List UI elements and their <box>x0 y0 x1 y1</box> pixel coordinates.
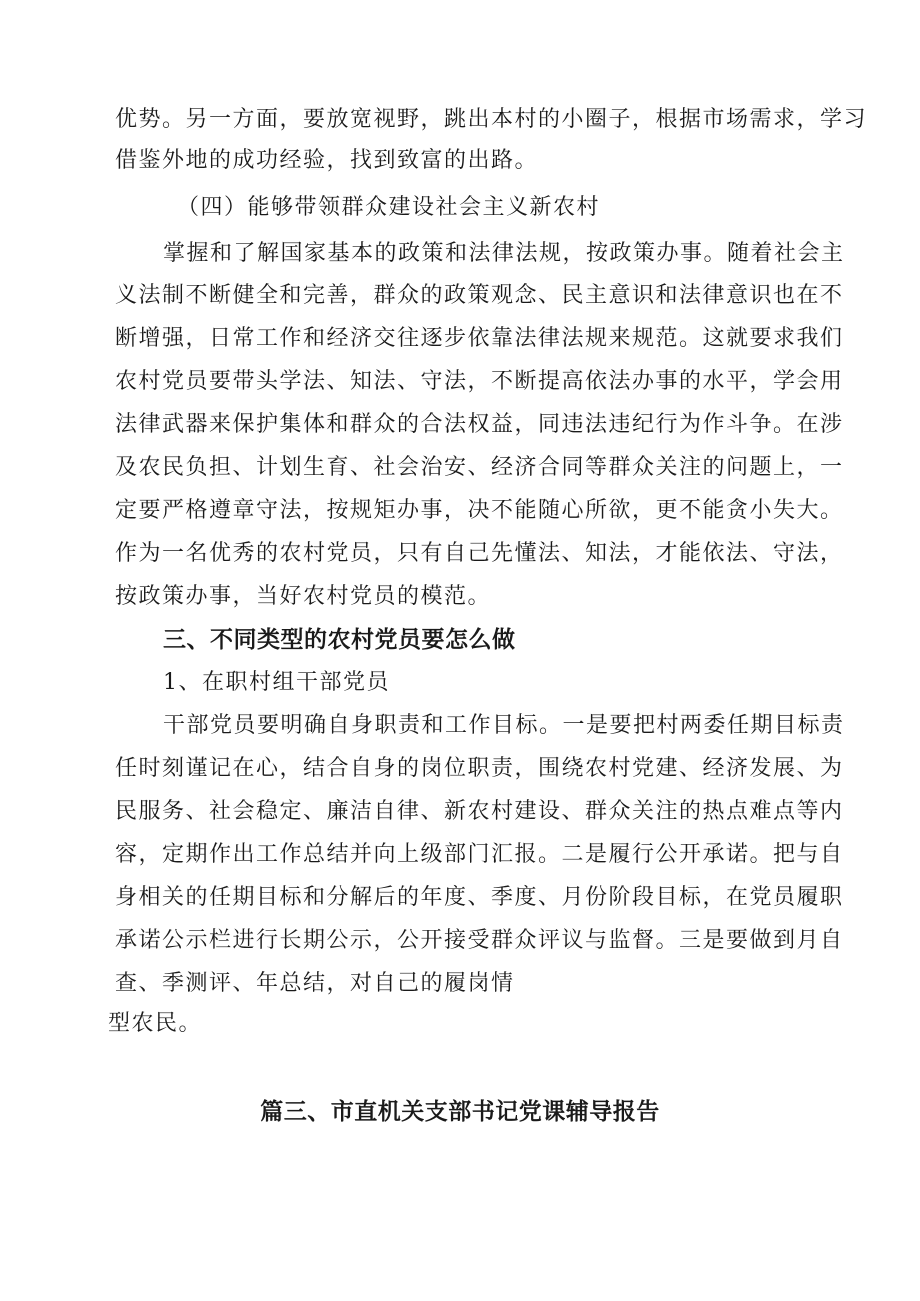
paragraph-line: 民服务、社会稳定、廉洁自律、新农村建设、群众关注的热点难点等内 <box>115 799 844 824</box>
paragraph-line: 查、季测评、年总结，对自己的履岗情 <box>115 971 515 996</box>
paragraph-line: 干部党员要明确自身职责和工作目标。一是要把村两委任期目标责 <box>163 713 845 738</box>
paragraph-line: 容，定期作出工作总结并向上级部门汇报。二是履行公开承诺。把与自 <box>115 842 844 867</box>
paragraph-line: 及农民负担、计划生育、社会治安、经济合同等群众关注的问题上，一 <box>115 455 844 480</box>
paragraph-line: 法律武器来保护集体和群众的合法权益，同违法违纪行为作斗争。在涉 <box>115 412 844 437</box>
paragraph-line: 型农民。 <box>108 1011 203 1036</box>
paragraph-line: 优势。另一方面，要放宽视野，跳出本村的小圈子，根据市场需求，学习 <box>115 107 868 132</box>
paragraph-line: 按政策办事，当好农村党员的模范。 <box>115 584 492 609</box>
paragraph-line: 借鉴外地的成功经验，找到致富的出路。 <box>115 148 539 173</box>
paragraph-line: 农村党员要带头学法、知法、守法，不断提高依法办事的水平，学会用 <box>115 369 844 394</box>
section-subheading: 1、在职村组干部党员 <box>163 670 390 695</box>
section-heading: 三、不同类型的农村党员要怎么做 <box>163 627 516 653</box>
paragraph-line: 任时刻谨记在心，结合自身的岗位职责，围绕农村党建、经济发展、为 <box>115 756 844 781</box>
paragraph-line: 断增强，日常工作和经济交往逐步依靠法律法规来规范。这就要求我们 <box>115 326 844 351</box>
paragraph-line: 承诺公示栏进行长期公示，公开接受群众评议与监督。三是要做到月自 <box>115 928 844 953</box>
paragraph-line: 定要严格遵章守法，按规矩办事，决不能随心所欲，更不能贪小失大。 <box>115 498 844 523</box>
section-subheading: （四）能够带领群众建设社会主义新农村 <box>177 195 601 220</box>
paragraph-line: 作为一名优秀的农村党员，只有自己先懂法、知法，才能依法、守法， <box>115 541 844 566</box>
paragraph-line: 义法制不断健全和完善，群众的政策观念、民主意识和法律意识也在不 <box>115 283 844 308</box>
paragraph-line: 掌握和了解国家基本的政策和法律法规，按政策办事。随着社会主 <box>163 241 845 266</box>
document-title: 篇三、市直机关支部书记党课辅导报告 <box>260 1099 660 1125</box>
paragraph-line: 身相关的任期目标和分解后的年度、季度、月份阶段目标，在党员履职 <box>115 885 844 910</box>
